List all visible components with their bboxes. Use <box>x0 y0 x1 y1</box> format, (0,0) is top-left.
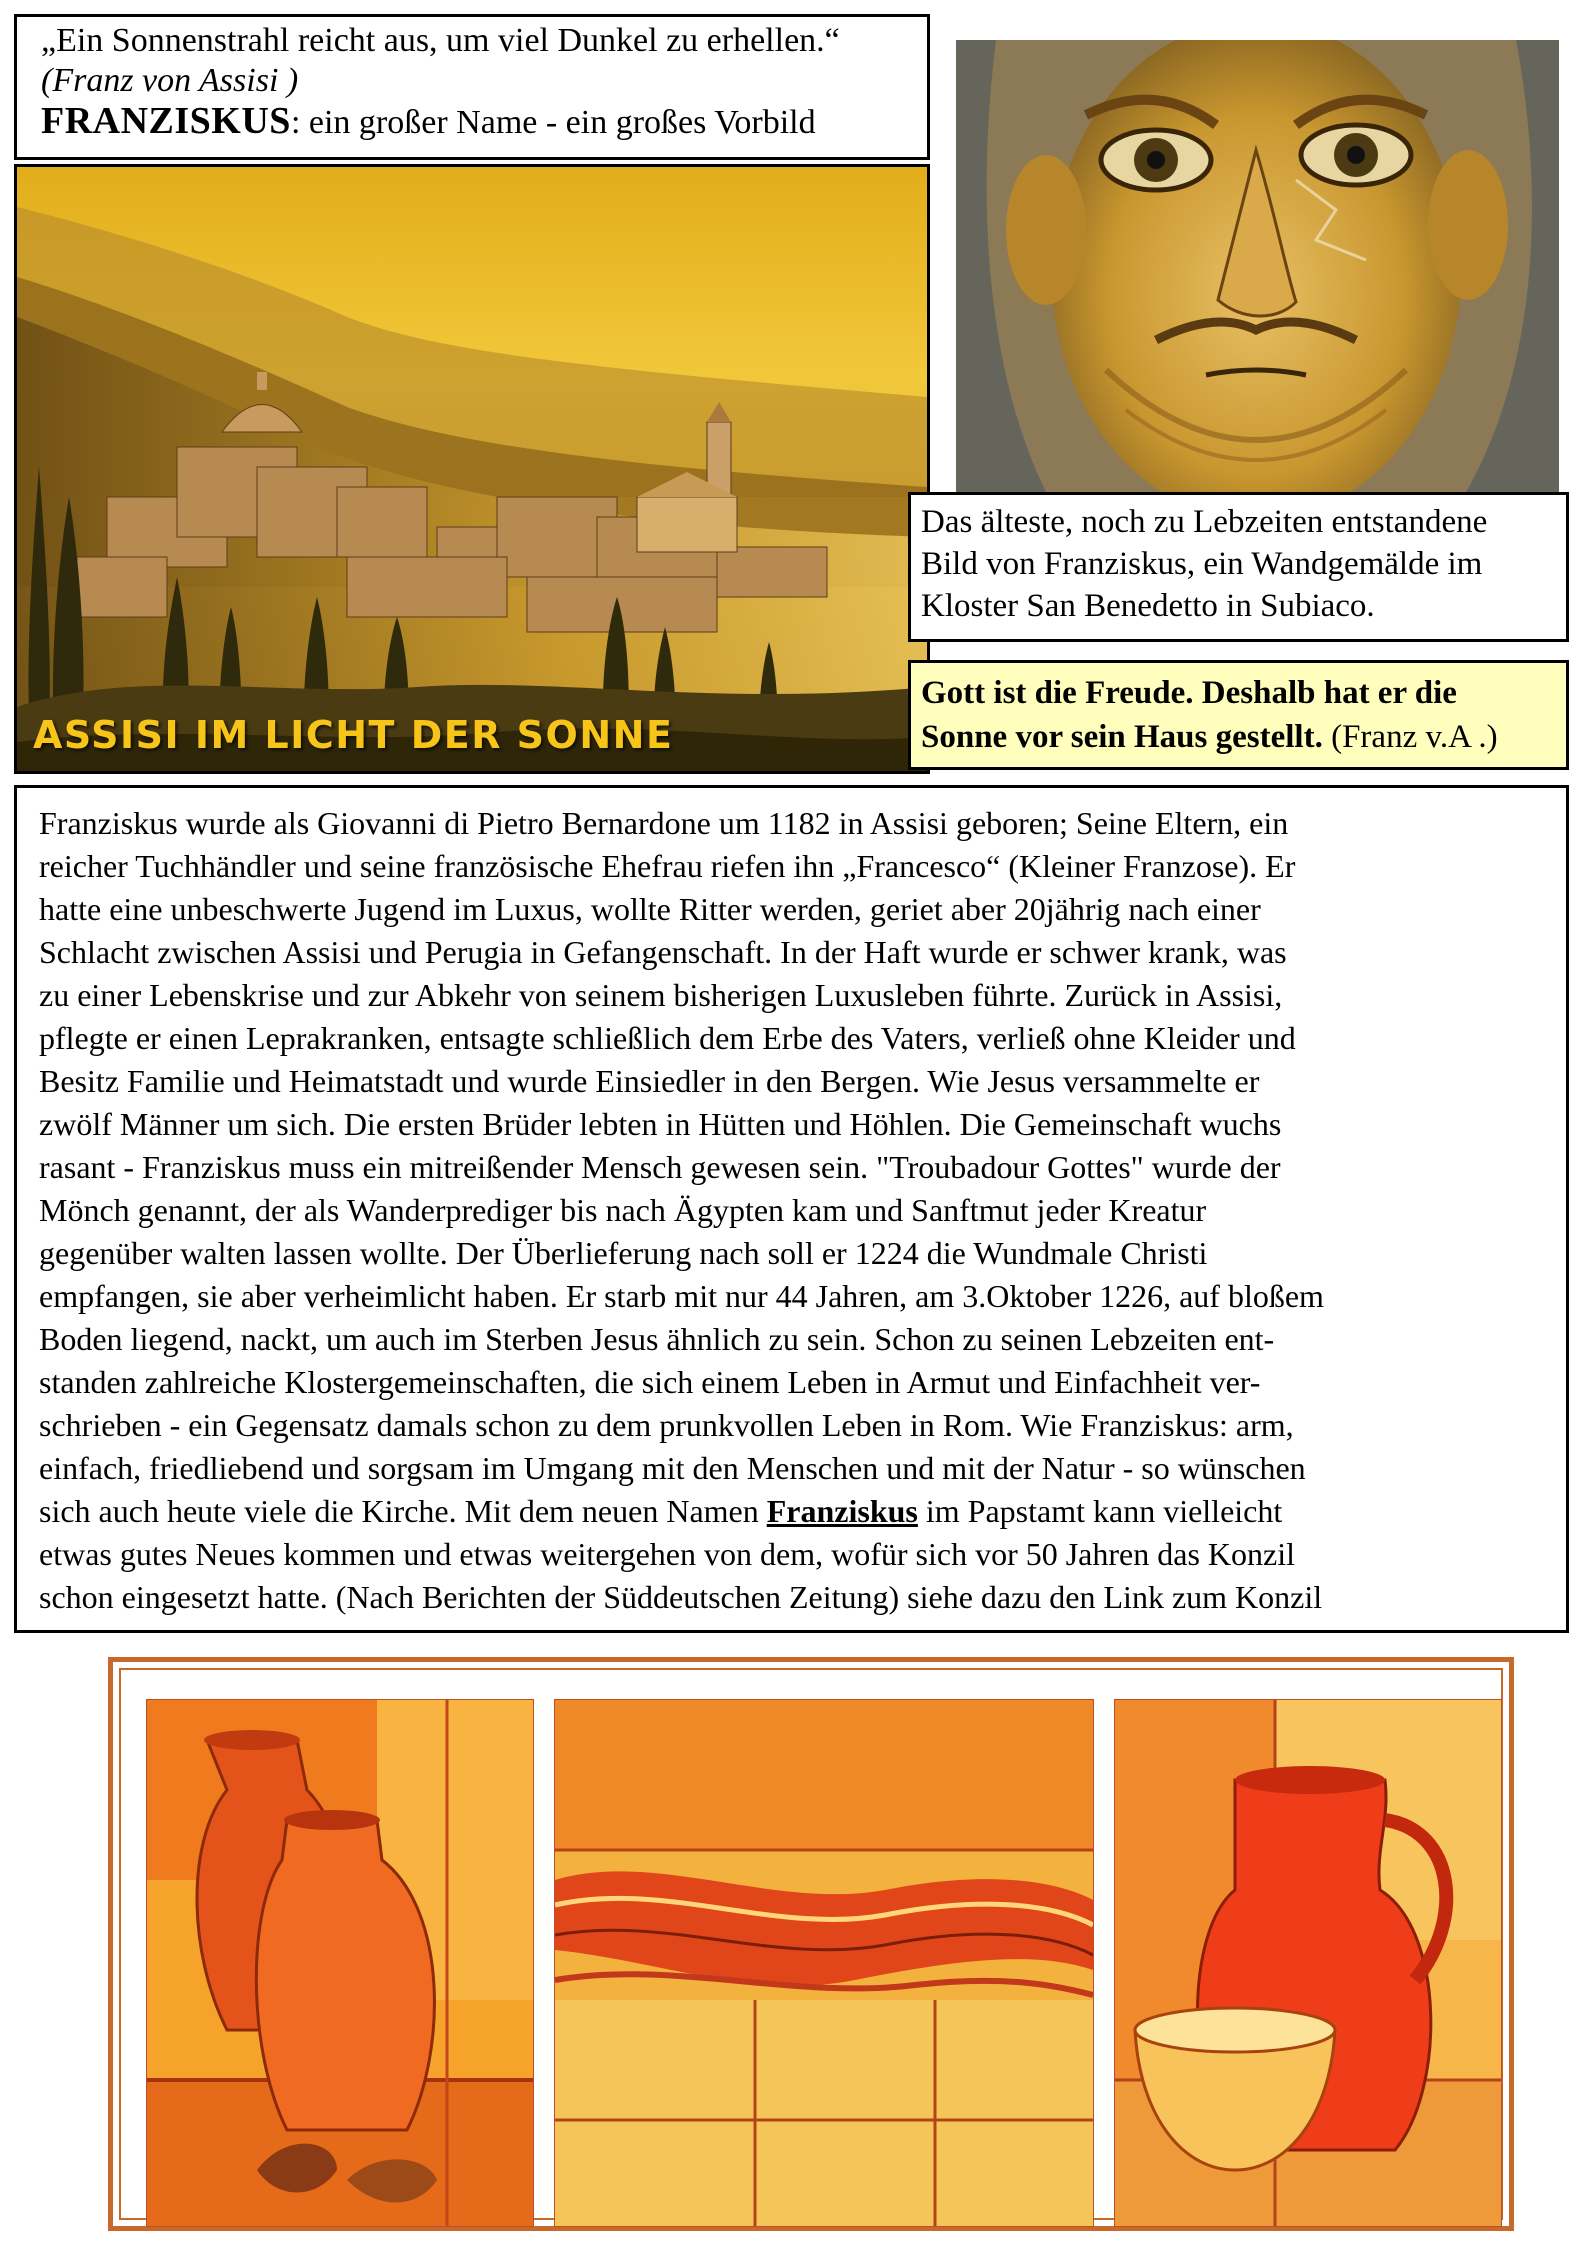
bio-line: rasant - Franziskus muss ein mitreißender Mensch gewesen sein. "Troubadour Gottes" wurde der <box>39 1149 1281 1185</box>
bio-line: standen zahlreiche Klostergemeinschaften, die sich einem Leben in Armut und Einfachheit ver- <box>39 1364 1261 1400</box>
franziskus-link[interactable]: Franziskus <box>766 1493 918 1529</box>
bio-line-segment: im Papstamt kann vielleicht <box>917 1493 1283 1529</box>
page-title <box>41 101 907 143</box>
title-tagline: : ein großer Name - ein großes Vorbild <box>290 104 816 141</box>
bio-line: Schlacht zwischen Assisi und Perugia in Gefangenschaft. In der Haft wurde er schwer krank, was <box>39 934 1287 970</box>
bio-line: zu einer Lebenskrise und zur Abkehr von seinem bisherigen Luxusleben führte. Zurück in Assisi, <box>39 977 1283 1013</box>
joy-quote-line2: Sonne vor sein Haus gestellt. <box>921 719 1323 755</box>
joy-quote-box <box>908 660 1569 770</box>
assisi-caption: ASSISI IM LICHT DER SONNE <box>33 713 674 757</box>
biography-paragraph <box>39 802 1556 1619</box>
assisi-landscape-illustration <box>17 167 927 771</box>
portrait-caption-line: Bild von Franziskus, ein Wandgemälde im <box>921 546 1483 582</box>
sun-ray-quote: „Ein Sonnenstrahl reicht aus, um viel Dunkel zu erhellen.“ <box>41 22 840 59</box>
bio-line: schon eingesetzt hatte. (Nach Berichten der Süddeutschen Zeitung) siehe dazu den Link zum Konzil <box>39 1579 1323 1615</box>
vases-painting <box>147 1700 533 2226</box>
landscape-painting <box>555 1700 1093 2226</box>
bio-line: zwölf Männer um sich. Die ersten Brüder lebten in Hütten und Höhlen. Die Gemeinschaft wuchs <box>39 1106 1282 1142</box>
quote-author: (Franz von Assisi ) <box>41 62 299 99</box>
bio-line: Franziskus wurde als Giovanni di Pietro Bernardone um 1182 in Assisi geboren; Seine Eltern, ein <box>39 805 1289 841</box>
portrait-caption-line: Kloster San Benedetto in Subiaco. <box>921 588 1375 624</box>
gallery-inner-frame <box>119 1668 1503 2220</box>
title-name: FRANZISKUS <box>41 100 291 142</box>
bio-line: empfangen, sie aber verheimlicht haben. Er starb mit nur 44 Jahren, am 3.Oktober 1226, auf bloßem <box>39 1278 1324 1314</box>
jug-and-bowl-painting <box>1115 1700 1501 2226</box>
bio-line-with-link <box>39 1490 1556 1533</box>
landscape-painting-art <box>555 1700 1093 2226</box>
header-quote-box <box>14 14 930 160</box>
bio-line: gegenüber walten lassen wollte. Der Überlieferung nach soll er 1224 die Wundmale Christi <box>39 1235 1208 1271</box>
biography-text-box <box>14 785 1569 1633</box>
bio-line: etwas gutes Neues kommen und etwas weitergehen von dem, wofür sich vor 50 Jahren das Konzil <box>39 1536 1295 1572</box>
bio-line-segment: sich auch heute viele die Kirche. Mit dem neuen Namen <box>39 1493 767 1529</box>
bio-line: reicher Tuchhändler und seine französische Ehefrau riefen ihn „Francesco“ (Kleiner Franzose). Er <box>39 848 1296 884</box>
bio-line: Boden liegend, nackt, um auch im Sterben Jesus ähnlich zu sein. Schon zu seinen Lebzeiten ent- <box>39 1321 1275 1357</box>
franziskus-fresco-portrait <box>956 40 1559 492</box>
bio-line: Besitz Familie und Heimatstadt und wurde Einsiedler in den Bergen. Wie Jesus versammelte er <box>39 1063 1260 1099</box>
assisi-landscape-image <box>14 164 930 774</box>
bio-line: pflegte er einen Leprakranken, entsagte schließlich dem Erbe des Vaters, verließ ohne Kleider und <box>39 1020 1296 1056</box>
jug-and-bowl-painting-art <box>1115 1700 1501 2226</box>
bio-line: schrieben - ein Gegensatz damals schon zu dem prunkvollen Leben in Rom. Wie Franziskus: arm, <box>39 1407 1294 1443</box>
portrait-caption-line: Das älteste, noch zu Lebzeiten entstandene <box>921 504 1488 540</box>
joy-quote-line1: Gott ist die Freude. Deshalb hat er die <box>921 675 1457 711</box>
bio-line: einfach, friedliebend und sorgsam im Umgang mit den Menschen und mit der Natur - so wünschen <box>39 1450 1306 1486</box>
portrait-caption-box <box>908 492 1569 642</box>
vases-painting-art <box>147 1700 533 2226</box>
joy-quote-attribution: (Franz v.A .) <box>1322 719 1498 755</box>
bio-line: hatte eine unbeschwerte Jugend im Luxus, wollte Ritter werden, geriet aber 20jährig nach einer <box>39 891 1261 927</box>
fresco-face-illustration <box>956 40 1559 492</box>
bio-line: Mönch genannt, der als Wanderprediger bis nach Ägypten kam und Sanftmut jeder Kreatur <box>39 1192 1207 1228</box>
paintings-gallery <box>108 1657 1514 2231</box>
